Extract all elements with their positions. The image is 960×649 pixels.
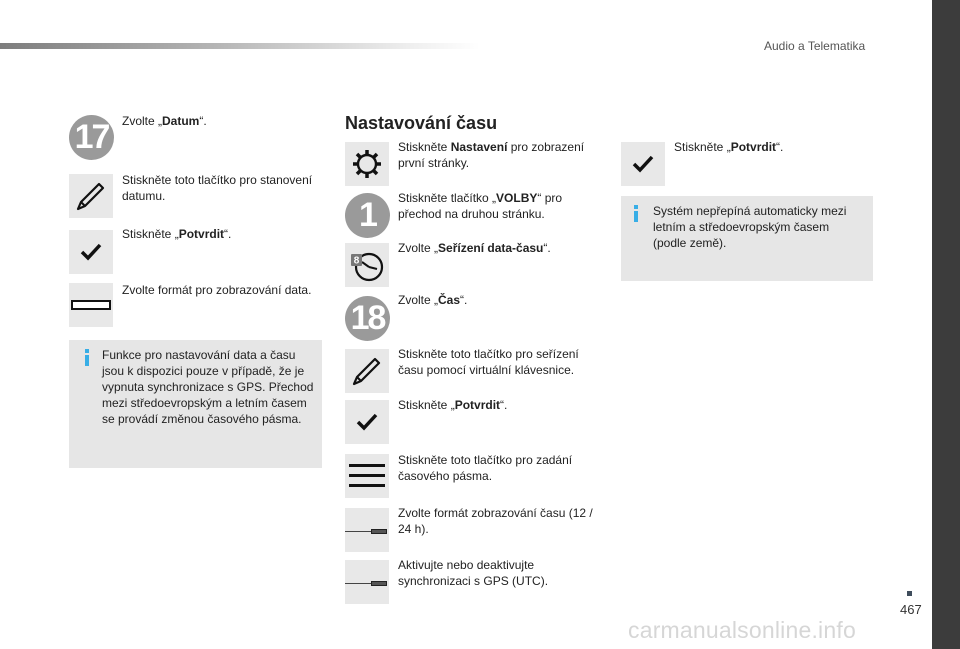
left-info-text: Funkce pro nastavování data a času jsou k dispozici pouze v případě, že je vypnuta synchronizace s GPS. Přechod mezi středoevropským a letním časem se provádí změnou časového pásma. xyxy=(102,348,314,426)
step-badge-1: 1 xyxy=(345,193,390,238)
checkmark-icon xyxy=(631,152,655,176)
pencil-icon-box xyxy=(345,349,389,393)
bold-term: Potvrdit xyxy=(454,398,501,412)
middle-step-text xyxy=(398,557,598,589)
middle-step-text xyxy=(398,505,598,537)
checkmark-icon-box xyxy=(69,230,113,274)
text-run: Zvolte formát zobrazování času (12 / 24 h). xyxy=(398,506,593,536)
text-run: pro zobrazení první stránky. xyxy=(398,140,585,170)
bold-term: Seřízení data-času xyxy=(438,241,544,255)
checkmark-icon-box xyxy=(345,400,389,444)
text-run: “. xyxy=(199,114,207,128)
bold-term: Datum xyxy=(162,114,200,128)
header-gradient-bar xyxy=(0,43,480,49)
text-run: Stiskněte „ xyxy=(122,227,179,241)
format-bar-icon xyxy=(71,300,111,310)
info-icon xyxy=(634,205,638,223)
left-step-text xyxy=(122,282,322,298)
toggle-icon-box xyxy=(345,508,389,552)
middle-step-text xyxy=(398,452,598,484)
bold-term: Nastavení xyxy=(450,140,508,154)
page-marker xyxy=(907,591,912,596)
bold-term: Potvrdit xyxy=(178,227,225,241)
toggle-icon-box xyxy=(345,560,389,604)
text-run: Stiskněte „ xyxy=(674,140,731,154)
text-run: Zvolte „ xyxy=(398,241,439,255)
right-step-text xyxy=(674,139,874,155)
checkmark-icon xyxy=(79,240,103,264)
left-info-box xyxy=(69,340,322,468)
text-run: “. xyxy=(543,241,551,255)
checkmark-icon xyxy=(355,410,379,434)
text-run: Zvolte „ xyxy=(122,114,163,128)
text-run: Stiskněte toto tlačítko pro seřízení času pomocí virtuální klávesnice. xyxy=(398,347,579,377)
text-run: Aktivujte nebo deaktivujte synchronizaci s GPS (UTC). xyxy=(398,558,549,588)
section-title: Nastavování času xyxy=(345,113,498,133)
text-run: “. xyxy=(460,293,468,307)
clock-icon xyxy=(347,245,387,285)
text-run: “ pro přechod na druhou stránku. xyxy=(398,191,563,221)
middle-step-text xyxy=(398,397,598,413)
middle-step-text xyxy=(398,190,598,222)
text-run: “. xyxy=(500,398,508,412)
text-run: Zvolte „ xyxy=(398,293,439,307)
checkmark-icon-box xyxy=(621,142,665,186)
side-strip xyxy=(932,0,960,649)
left-step-text xyxy=(122,172,322,204)
gear-icon xyxy=(350,147,384,181)
middle-step-text xyxy=(398,139,598,171)
header-title: Audio a Telematika xyxy=(764,39,866,53)
toggle-icon xyxy=(345,560,389,604)
info-icon xyxy=(85,349,89,367)
bold-term: Potvrdit xyxy=(730,140,777,154)
menu-lines-icon xyxy=(348,460,386,492)
left-step-text xyxy=(122,226,322,242)
middle-step-text xyxy=(398,346,598,378)
right-info-text: Systém nepřepíná automaticky mezi letním a středoevropským časem (podle země). xyxy=(653,204,847,250)
middle-step-text xyxy=(398,240,598,256)
clock-badge-number: 8 xyxy=(353,255,360,267)
left-step-text xyxy=(122,113,322,129)
watermark: carmanualsonline.info xyxy=(628,617,856,643)
clock-icon-box xyxy=(345,243,389,287)
right-info-box xyxy=(621,196,873,281)
bold-term: VOLBY xyxy=(496,191,538,205)
gear-icon-box xyxy=(345,142,389,186)
text-run: “. xyxy=(224,227,232,241)
text-run: Stiskněte toto tlačítko pro zadání časového pásma. xyxy=(398,453,573,483)
middle-step-text xyxy=(398,292,598,308)
toggle-icon xyxy=(345,508,389,552)
step-badge-17: 17 xyxy=(69,115,114,160)
text-run: “. xyxy=(776,140,784,154)
pencil-icon xyxy=(349,353,385,389)
bold-term: Čas xyxy=(438,293,461,307)
menu-lines-icon-box xyxy=(345,454,389,498)
text-run: Stiskněte tlačítko „ xyxy=(398,191,497,205)
format-bar-icon-box xyxy=(69,283,113,327)
step-badge-18: 18 xyxy=(345,296,390,341)
pencil-icon-box xyxy=(69,174,113,218)
pencil-icon xyxy=(73,178,109,214)
text-run: Zvolte formát pro zobrazování data. xyxy=(122,283,312,297)
text-run: Stiskněte toto tlačítko pro stanovení datumu. xyxy=(122,173,313,203)
text-run: Stiskněte „ xyxy=(398,398,455,412)
text-run: Stiskněte xyxy=(398,140,451,154)
page-number: 467 xyxy=(900,602,922,617)
